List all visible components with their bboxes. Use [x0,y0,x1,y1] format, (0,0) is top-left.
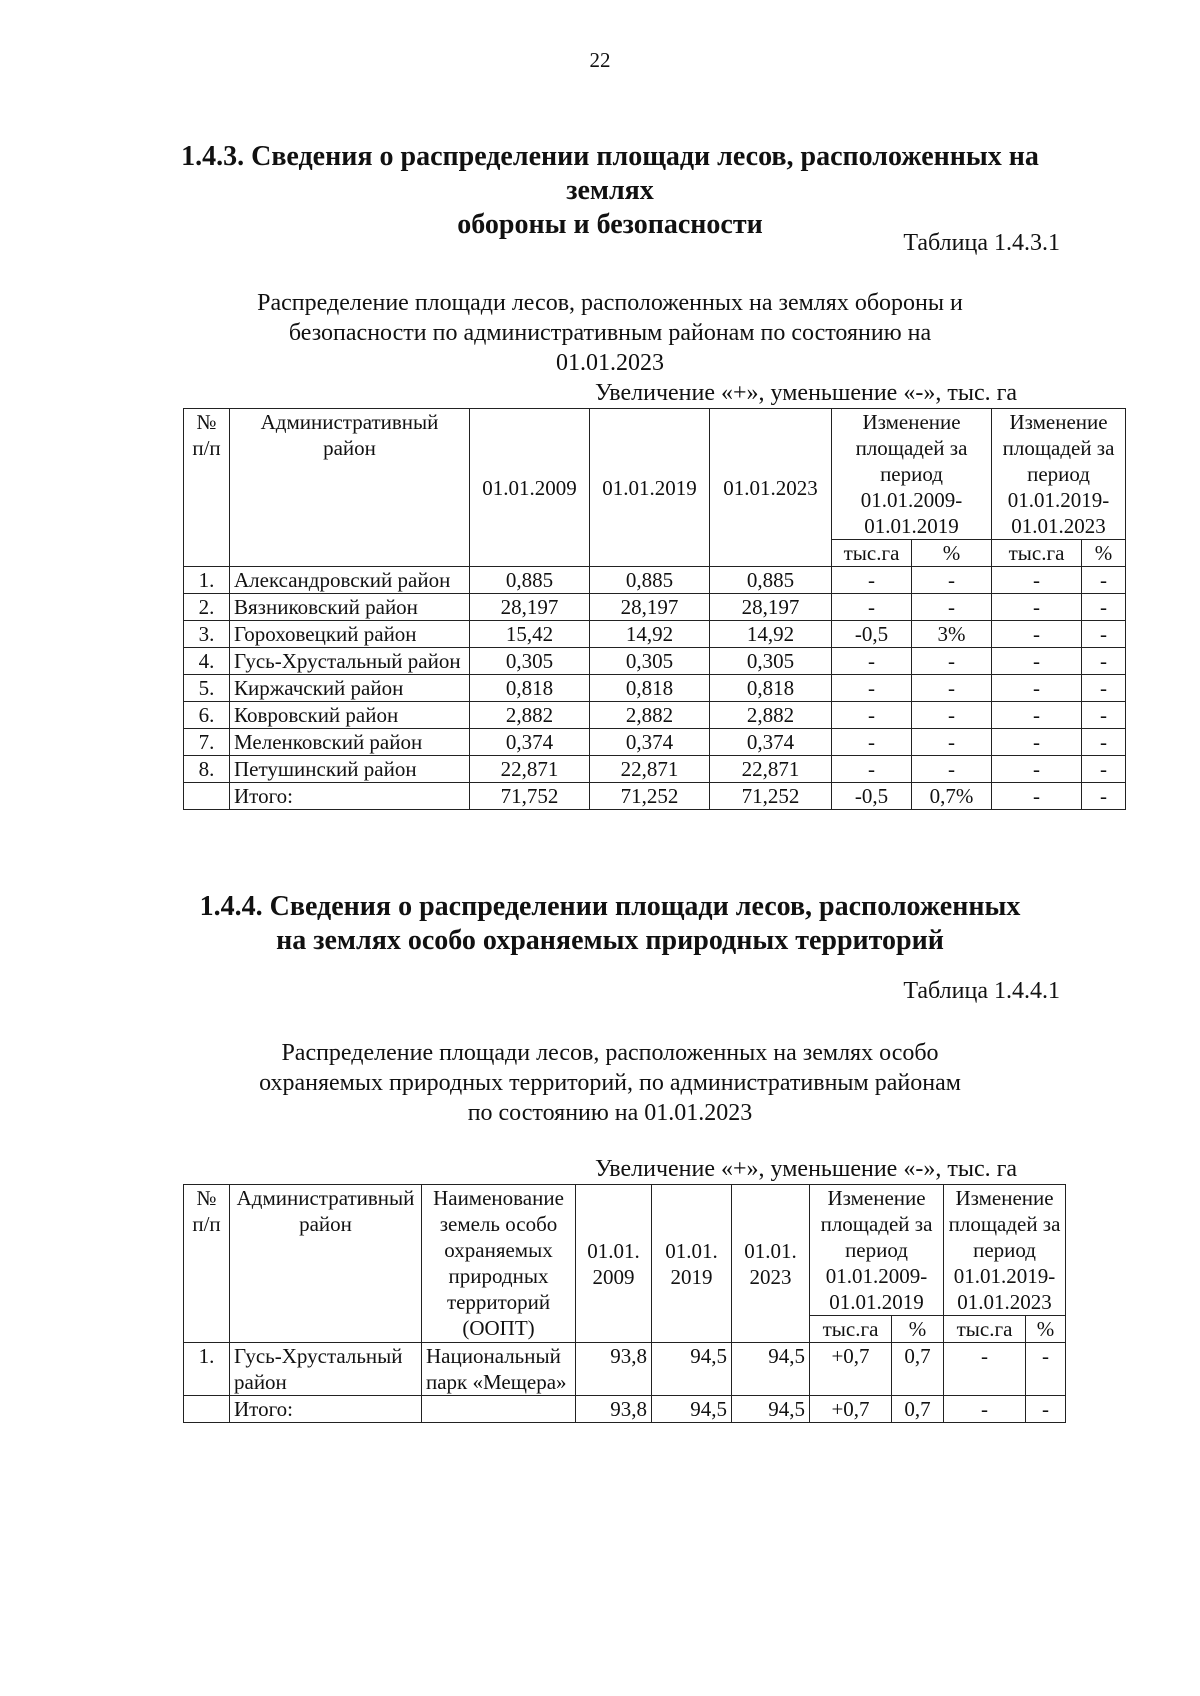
table-header-row [184,409,1126,540]
t2-header-change-2019-2023: Изменение площадей за период 01.01.2019-01.01.2023 [944,1185,1066,1316]
row-pct2: - [1082,756,1126,783]
section1-caption-line2: безопасности по административным районам по состоянию на [288,320,932,346]
page-number: 22 [589,48,611,72]
t2-row-2009: 93,8 [576,1343,652,1396]
row-pct2: - [1082,567,1126,594]
row-district: Гороховецкий район [230,621,470,648]
subheader-tha-2: тыс.га [992,540,1082,567]
row-change1: - [832,648,912,675]
row-pct2: - [1082,648,1126,675]
row-change2: - [992,675,1082,702]
t2-header-2023: 01.01. 2023 [732,1185,810,1343]
t2-total-change2: - [944,1396,1026,1423]
section1-title-line1: 1.4.3. Сведения о распределении площади лесов, расположенных на землях [181,141,1039,206]
table-row [184,594,1126,621]
row-2023: 2,882 [710,702,832,729]
t2-total-oopt [422,1396,576,1423]
table-total-row [184,783,1126,810]
row-num: 6. [184,702,230,729]
row-2009: 0,374 [470,729,590,756]
table-row [184,756,1126,783]
row-2019: 2,882 [590,702,710,729]
row-pct1: - [912,729,992,756]
t2-row-district: Гусь-Хрустальный район [230,1343,422,1396]
row-num: 8. [184,756,230,783]
table2-row [184,1343,1066,1396]
table-row [184,648,1126,675]
row-pct2: - [1082,702,1126,729]
total-label: Итого: [230,783,470,810]
row-pct1: - [912,567,992,594]
section2-title-line1: 1.4.4. Сведения о распределении площади лесов, расположенных [199,891,1021,922]
table-row [184,621,1126,648]
row-2009: 2,882 [470,702,590,729]
forest-defense-table [183,408,1126,810]
header-num: № п/п [184,409,230,567]
row-pct1: - [912,702,992,729]
row-pct1: - [912,648,992,675]
section1-caption-line3: 01.01.2023 [556,350,664,376]
row-pct2: - [1082,594,1126,621]
table-row [184,702,1126,729]
t2-total-2019: 94,5 [652,1396,732,1423]
row-change1: - [832,675,912,702]
total-2023: 71,252 [710,783,832,810]
section2-unit-note: Увеличение «+», уменьшение «-», тыс. га [595,1156,1018,1182]
subheader-tha-1: тыс.га [832,540,912,567]
t2-header-2019: 01.01. 2019 [652,1185,732,1343]
row-2009: 15,42 [470,621,590,648]
row-pct2: - [1082,621,1126,648]
section2-caption-line2: охраняемых природных территорий, по административным районам [259,1070,961,1096]
t2-header-num: № п/п [184,1185,230,1343]
row-change2: - [992,594,1082,621]
section2-table-label: Таблица 1.4.4.1 [903,978,1060,1004]
header-district: Административный район [230,409,470,567]
t2-subheader-tha-1: тыс.га [810,1316,892,1343]
row-change2: - [992,756,1082,783]
row-change2: - [992,567,1082,594]
row-change1: - [832,756,912,783]
header-change-2019-2023: Изменение площадей за период 01.01.2019-01.01.2023 [992,409,1126,540]
row-change1: - [832,594,912,621]
total-pct1: 0,7% [912,783,992,810]
t2-row-change1: +0,7 [810,1343,892,1396]
t2-total-2023: 94,5 [732,1396,810,1423]
t2-row-2023: 94,5 [732,1343,810,1396]
section1-table-label: Таблица 1.4.3.1 [903,230,1060,256]
row-2009: 22,871 [470,756,590,783]
section2-title [160,890,1060,958]
t2-subheader-pct-2: % [1026,1316,1066,1343]
row-district: Меленковский район [230,729,470,756]
row-2023: 0,885 [710,567,832,594]
row-2009: 0,305 [470,648,590,675]
t2-subheader-tha-2: тыс.га [944,1316,1026,1343]
table2-total-row [184,1396,1066,1423]
row-2019: 0,818 [590,675,710,702]
section2-caption-line1: Распределение площади лесов, расположенных на землях особо [281,1040,939,1066]
t2-total-pct1: 0,7 [892,1396,944,1423]
row-district: Ковровский район [230,702,470,729]
row-change2: - [992,702,1082,729]
subheader-pct-2: % [1082,540,1126,567]
row-change1: - [832,729,912,756]
row-2023: 0,374 [710,729,832,756]
total-pct2: - [1082,783,1126,810]
header-2019: 01.01.2019 [590,409,710,567]
row-change1: - [832,702,912,729]
header-2023: 01.01.2023 [710,409,832,567]
row-2023: 0,305 [710,648,832,675]
header-2009: 01.01.2009 [470,409,590,567]
section1-caption [170,288,1050,378]
t2-total-2009: 93,8 [576,1396,652,1423]
t2-total-label: Итого: [230,1396,422,1423]
row-num: 3. [184,621,230,648]
t2-row-change2: - [944,1343,1026,1396]
row-district: Александровский район [230,567,470,594]
t2-row-2019: 94,5 [652,1343,732,1396]
row-pct1: - [912,675,992,702]
row-num: 2. [184,594,230,621]
t2-header-change-2009-2019: Изменение площадей за период 01.01.2009-01.01.2019 [810,1185,944,1316]
forest-oopt-table [183,1184,1066,1423]
row-change1: - [832,567,912,594]
t2-header-2009: 01.01. 2009 [576,1185,652,1343]
row-change2: - [992,621,1082,648]
row-num: 7. [184,729,230,756]
row-pct2: - [1082,675,1126,702]
t2-total-pct2: - [1026,1396,1066,1423]
row-2019: 22,871 [590,756,710,783]
subheader-pct-1: % [912,540,992,567]
row-2019: 28,197 [590,594,710,621]
row-2023: 22,871 [710,756,832,783]
row-2019: 0,374 [590,729,710,756]
row-num: 1. [184,567,230,594]
row-2019: 0,305 [590,648,710,675]
row-2009: 0,885 [470,567,590,594]
row-pct2: - [1082,729,1126,756]
t2-subheader-pct-1: % [892,1316,944,1343]
t2-header-oopt: Наименование земель особо охраняемых природных территорий (ООПТ) [422,1185,576,1343]
row-2009: 28,197 [470,594,590,621]
section1-title-line2: обороны и безопасности [457,209,763,240]
row-district: Гусь-Хрустальный район [230,648,470,675]
total-change2: - [992,783,1082,810]
t2-row-pct1: 0,7 [892,1343,944,1396]
row-district: Киржачский район [230,675,470,702]
total-num [184,783,230,810]
total-2009: 71,752 [470,783,590,810]
t2-total-change1: +0,7 [810,1396,892,1423]
row-num: 4. [184,648,230,675]
total-change1: -0,5 [832,783,912,810]
row-change1: -0,5 [832,621,912,648]
row-pct1: - [912,756,992,783]
header-change-2009-2019: Изменение площадей за период 01.01.2009-01.01.2019 [832,409,992,540]
section2-title-line2: на землях особо охраняемых природных территорий [276,925,944,956]
row-2009: 0,818 [470,675,590,702]
row-num: 5. [184,675,230,702]
t2-row-pct2: - [1026,1343,1066,1396]
row-pct1: - [912,594,992,621]
t2-row-oopt: Национальный парк «Мещера» [422,1343,576,1396]
row-district: Петушинский район [230,756,470,783]
table-row [184,729,1126,756]
row-2023: 14,92 [710,621,832,648]
table2-header-row [184,1185,1066,1316]
row-change2: - [992,729,1082,756]
row-2019: 14,92 [590,621,710,648]
row-district: Вязниковский район [230,594,470,621]
section1-caption-line1: Распределение площади лесов, расположенных на землях обороны и [257,290,963,316]
row-2023: 28,197 [710,594,832,621]
row-change2: - [992,648,1082,675]
table-row [184,567,1126,594]
t2-row-num: 1. [184,1343,230,1396]
total-2019: 71,252 [590,783,710,810]
section1-unit-note: Увеличение «+», уменьшение «-», тыс. га [595,380,1018,406]
row-2019: 0,885 [590,567,710,594]
t2-total-num [184,1396,230,1423]
table-row [184,675,1126,702]
t2-header-district: Административный район [230,1185,422,1343]
section1-title [160,140,1060,242]
section2-caption-line3: по состоянию на 01.01.2023 [467,1100,753,1126]
row-pct1: 3% [912,621,992,648]
row-2023: 0,818 [710,675,832,702]
section2-caption [170,1038,1050,1128]
